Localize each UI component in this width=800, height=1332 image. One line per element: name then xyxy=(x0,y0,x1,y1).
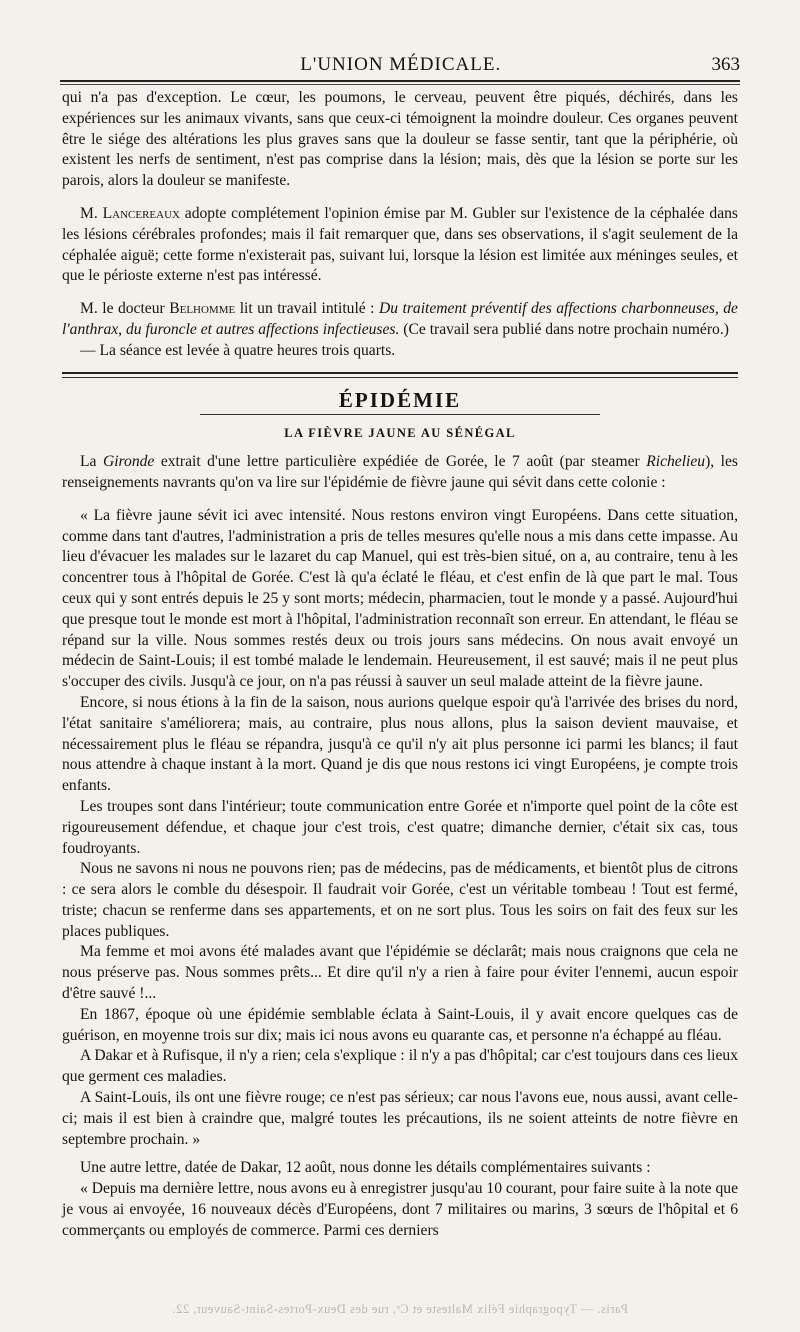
header-rule-thin xyxy=(60,84,740,85)
paragraph: En 1867, époque où une épidémie semblable éclata à Saint-Louis, il y avait encore quelques cas de guérison, en moyenne trois sur dix; mais ici nous avons eu quarante cas, et personne n'a échappé au fléau. xyxy=(62,1005,738,1044)
paragraph: qui n'a pas d'exception. Le cœur, les poumons, le cerveau, peuvent être piqués, déchirés, dans les expériences sur les animaux vivants, sans que ceux-ci témoignent la moindre douleur. Ces organes peuvent être le siége des altérations les plus graves sans que la douleur se fasse sentir, tant que la périphérie, où existent les nerfs de sentiment, n'est pas comprise dans la lésion; mais, dès que la lésion se porte sur les parois, alors la douleur se manifeste. xyxy=(62,89,738,190)
text-run: lit un travail intitulé : xyxy=(235,300,379,318)
journal-title: L'UNION MÉDICALE. xyxy=(300,54,502,75)
work-title: Du traitement préventif des affections charbonneuses, de l'anthrax, du furoncle et autres affections infectieuses. xyxy=(62,300,738,338)
speaker-name: Belhomme xyxy=(169,300,236,318)
subsection-title: LA FIÈVRE JAUNE AU SÉNÉGAL xyxy=(284,426,516,441)
text-run: adopte complétement l'opinion émise par M. Gubler sur l'existence de la céphalée dans les lésions cérébrales profondes; mais il fait remarquer que, dans ses observations, il s'agit seulement de la céphalée aiguë; cette forme n'existerait pas, suivant lui, lorsque la lésion est limitée aux méninges seules, et que le périoste externe n'est pas intéressé. xyxy=(62,204,738,285)
paragraph: Une autre lettre, datée de Dakar, 12 août, nous donne les détails complémentaires suivants : xyxy=(80,1159,651,1177)
paragraph: Encore, si nous étions à la fin de la saison, nous aurions quelque espoir qu'à l'arrivée des brises du nord, l'état sanitaire s'améliorera; mais, au contraire, plus nous allons, plus la saison devient mauvaise, et nécessairement plus le fléau se répandra, jusqu'à ce qu'il n'y ait plus personne ici parmi les blancs; il faut nous attendre à chaque instant à la mort. Quand je dis que nous restons ici vingt Européens, je compte trois enfants. xyxy=(62,693,738,795)
page-number: 363 xyxy=(711,54,740,75)
text-run: extrait d'une lettre particulière expédiée de Gorée, le 7 août (par steamer xyxy=(154,453,647,471)
paragraph: Les troupes sont dans l'intérieur; toute communication entre Gorée et n'importe quel point de la côte est rigoureusement défendue, et chaque jour c'est trois, c'est quatre; dimanche dernier, c'était six cas, tous foudroyants. xyxy=(62,797,738,857)
header-rule xyxy=(60,80,740,82)
text-run: M. xyxy=(80,204,103,222)
ship-name: Richelieu xyxy=(646,453,706,471)
article-body xyxy=(62,88,738,1242)
paragraph xyxy=(62,204,738,287)
text-run: (Ce travail sera publié dans notre prochain numéro.) xyxy=(399,320,729,338)
text-run: M. le docteur xyxy=(80,300,170,318)
running-header xyxy=(60,44,740,76)
paragraph: A Dakar et à Rufisque, il n'y a rien; cela s'explique : il n'y a pas d'hôpital; car c'est toujours dans ces lieux que germent ces maladies. xyxy=(62,1047,738,1086)
section-title: ÉPIDÉMIE xyxy=(338,387,462,412)
text-run: ), les renseignements navrants qu'on va lire sur l'épidémie de fièvre jaune qui sévit dans cette colonie : xyxy=(62,453,739,491)
paragraph: Nous ne savons ni nous ne pouvons rien; pas de médecins, pas de médicaments, et bientôt plus de citrons : ce sera alors le comble du désespoir. Il faudrait voir Gorée, c'est un véritable tombeau ! Tout est fermé, triste; chacun se renferme dans ses appartements, et on ne sort plus. Tous les soirs on fait des feux sur les places publiques. xyxy=(62,860,738,940)
section-rule xyxy=(200,414,600,415)
paragraph: — La séance est levée à quatre heures trois quarts. xyxy=(80,341,396,359)
paragraph xyxy=(62,299,738,341)
section-separator xyxy=(62,368,738,386)
paragraph: Ma femme et moi avons été malades avant que l'épidémie se déclarât; mais nous craignons que cela ne nous préserve pas. Nous sommes prêts... Et dire qu'il n'y a rien à faire pour éviter l'ennemi, aucun espoir d'être sauvé !... xyxy=(62,943,738,1003)
show-through-text: Paris. — Typographie Félix Malteste et Cᵉ, rue des Deux-Portes-Saint-Sauveur, 22. xyxy=(172,1302,628,1316)
speaker-name: Lancereaux xyxy=(102,204,180,222)
paragraph: A Saint-Louis, ils ont une fièvre rouge; ce n'est pas sérieux; car nous l'avons eue, nous aussi, avant celle-ci; mais il est bien à craindre que, malgré toutes les précautions, ils ne soient atteints de notre fièvre en septembre prochain. » xyxy=(62,1089,738,1148)
paragraph xyxy=(62,452,738,494)
paragraph: « Depuis ma dernière lettre, nous avons eu à enregistrer jusqu'au 10 courant, pour faire suite à la note que je vous ai envoyée, 16 nouveaux décès d'Européens, dont 7 militaires ou marins, 3 sœurs de l'hôpital et 6 commerçants ou employés de commerce. Parmi ces derniers xyxy=(62,1180,738,1239)
text-run: La xyxy=(80,453,103,471)
paragraph: « La fièvre jaune sévit ici avec intensité. Nous restons environ vingt Européens. Dans cette situation, comme dans tant d'autres, l'administration a pris de telles mesures qu'elle nous a mis dans cette impasse. Au lieu d'évacuer les malades sur le lazaret du cap Manuel, qui est très-bien situé, on a, au contraire, tenu à les concentrer tous à l'hôpital de Gorée. C'est là qu'a éclaté le fléau, et c'est enfin de là que part le mal. Tous ceux qui y sont entrés depuis le 25 y sont morts; médecin, pharmacien, tout le monde y a passé. Aujourd'hui que presque tout le monde est mort à l'hôpital, l'administration reconnaît son erreur. En attendant, le fléau se répand sur la ville. Nous sommes restés deux ou trois jours sans médecins. On nous avait envoyé un médecin de Saint-Louis; il est tombé malade le lendemain. Heureusement, il est sauvé; mais il ne peut plus s'occuper des civils. Jusqu'à ce jour, on n'a pas réussi à sauver un seul malade atteint de la fièvre jaune. xyxy=(62,506,738,691)
newspaper-name: Gironde xyxy=(102,453,155,471)
